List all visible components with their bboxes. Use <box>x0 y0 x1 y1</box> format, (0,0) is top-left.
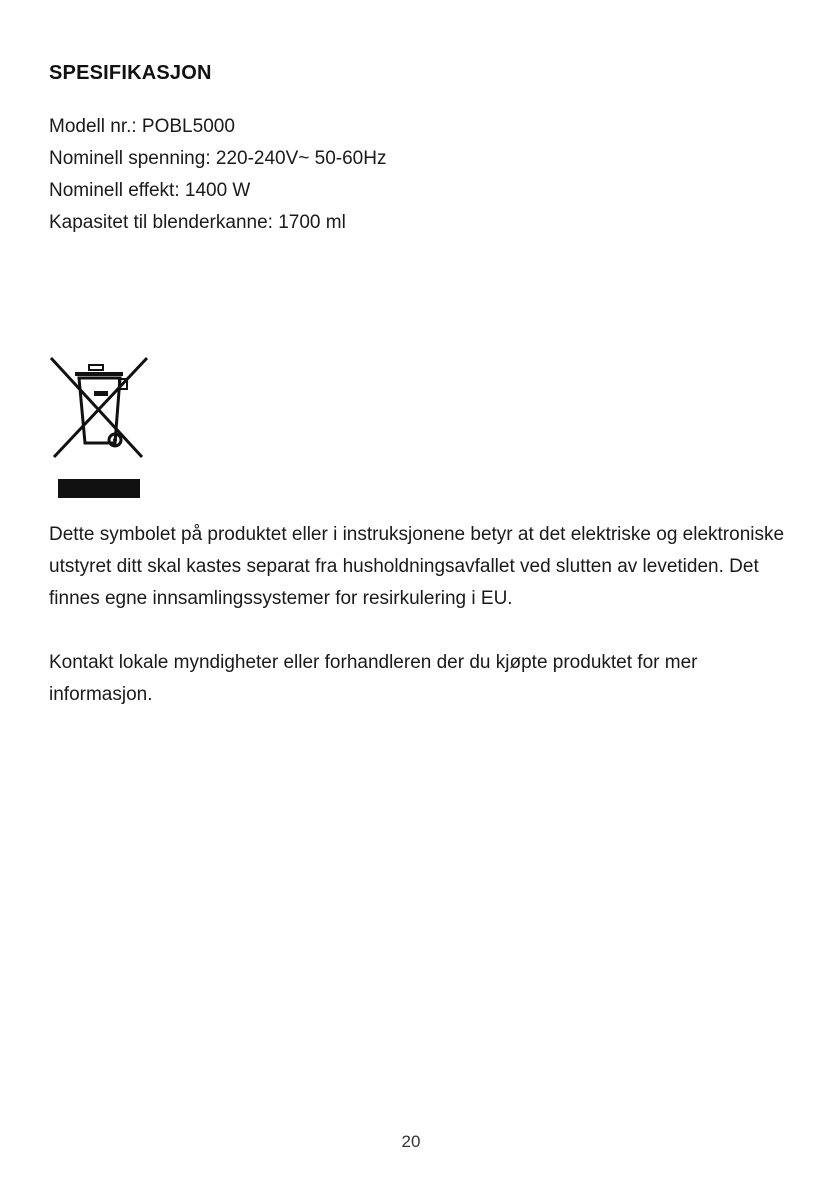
weee-symbol <box>49 355 149 500</box>
spec-jug-capacity: Kapasitet til blenderkanne: 1700 ml <box>49 212 346 233</box>
spec-model-number: Modell nr.: POBL5000 <box>49 116 235 137</box>
spec-rated-voltage: Nominell spenning: 220-240V~ 50-60Hz <box>49 148 387 169</box>
specification-list <box>49 111 386 239</box>
crossed-out-wheelie-bin-icon <box>49 355 149 500</box>
contact-paragraph: Kontakt lokale myndigheter eller forhandleren der du kjøpte produktet for mer informasjon. <box>49 652 698 705</box>
spec-rated-power: Nominell effekt: 1400 W <box>49 180 251 201</box>
page-title: SPESIFIKASJON <box>49 62 212 84</box>
page-number: 20 <box>401 1132 421 1151</box>
disposal-paragraph: Dette symbolet på produktet eller i instruksjonene betyr at det elektriske og elektroniske utstyret ditt skal kastes separat fra husholdningsavfallet ved slutten av levetiden. Det finnes egne innsamlingssystemer for resirkulering i EU. <box>49 524 785 609</box>
